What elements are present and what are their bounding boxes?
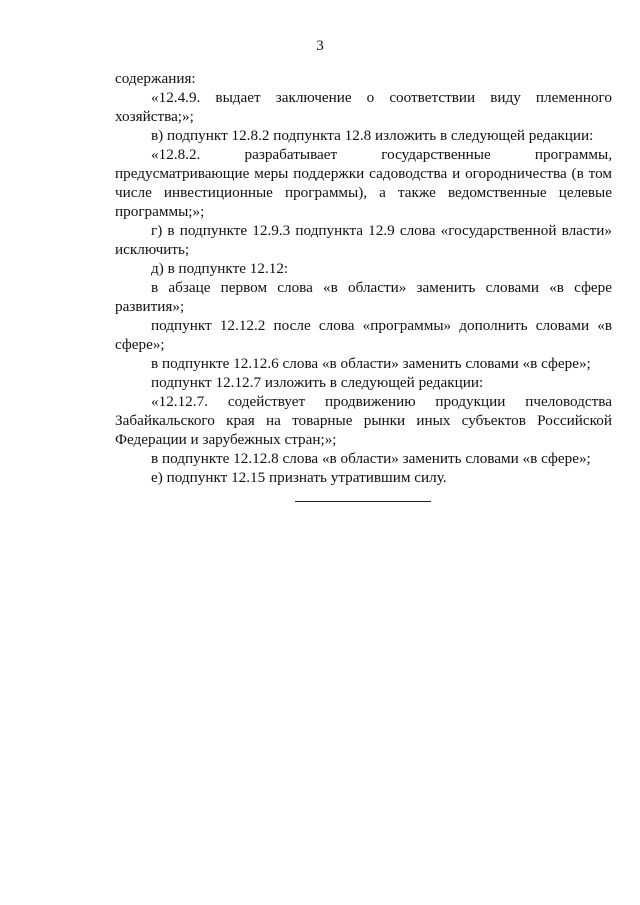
paragraph-item-e: е) подпункт 12.15 признать утратившим силу. <box>151 469 447 486</box>
document-body <box>115 69 612 487</box>
paragraph-12-12-6: в подпункте 12.12.6 слова «в области» заменить словами «в сфере»; <box>151 355 591 372</box>
paragraph-continuation: содержания: <box>115 70 196 87</box>
paragraph-12-12-7: «12.12.7. содействует продвижению продукции пчеловодства Забайкальского края на товарные рынки иных субъектов Российской Федерации и зарубежных стран;»; <box>115 393 612 448</box>
paragraph-12-12-2: подпункт 12.12.2 после слова «программы» дополнить словами «в сфере»; <box>115 317 612 353</box>
page-number: 3 <box>316 38 324 54</box>
paragraph-12-4-9: «12.4.9. выдает заключение о соответствии виду племенного хозяйства;»; <box>115 89 612 125</box>
paragraph-12-12-7-intro: подпункт 12.12.7 изложить в следующей редакции: <box>151 374 484 391</box>
paragraph-item-g: г) в подпункте 12.9.3 подпункта 12.9 слова «государственной власти» исключить; <box>115 222 612 258</box>
paragraph-first-abzac: в абзаце первом слова «в области» заменить словами «в сфере развития»; <box>115 279 612 315</box>
paragraph-12-12-8: в подпункте 12.12.8 слова «в области» заменить словами «в сфере»; <box>151 450 591 467</box>
paragraph-item-v: в) подпункт 12.8.2 подпункта 12.8 изложить в следующей редакции: <box>151 127 594 144</box>
paragraph-12-8-2: «12.8.2. разрабатывает государственные программы, предусматривающие меры поддержки садоводства и огородничества (в том числе инвестиционные программы), а также ведомственные целевые программы;»; <box>115 146 612 220</box>
paragraph-item-d: д) в подпункте 12.12: <box>151 260 289 277</box>
end-divider <box>295 501 431 502</box>
